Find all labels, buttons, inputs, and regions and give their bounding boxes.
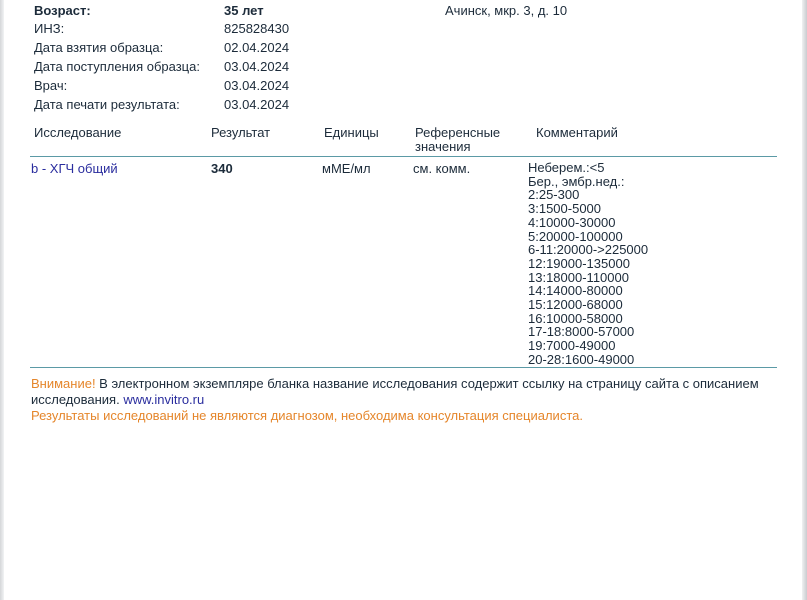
info-label: Врач:	[34, 78, 68, 93]
comment-line: 12:19000-135000	[528, 255, 630, 271]
column-header-reference	[415, 126, 500, 154]
comment-line: 4:10000-30000	[528, 214, 616, 230]
info-label: Дата печати результата:	[34, 97, 180, 112]
column-header-units: Единицы	[324, 125, 379, 140]
comment-line: 3:1500-5000	[528, 201, 602, 217]
comment-line: 19:7000-49000	[528, 338, 616, 354]
table-bottom-divider	[30, 367, 777, 368]
comment-line: 20-28:1600-49000	[528, 351, 635, 367]
lab-address: Ачинск, мкр. 3, д. 10	[445, 3, 568, 18]
test-units: мМЕ/мл	[322, 161, 371, 176]
info-label: Возраст:	[34, 3, 91, 18]
test-name-link[interactable]: b - ХГЧ общий	[31, 161, 118, 176]
comment-line: Неберем.:<5	[528, 160, 605, 175]
column-header-comment: Комментарий	[536, 125, 618, 140]
comment-line: 16:10000-58000	[528, 310, 623, 326]
column-header-reference-line2: значения	[415, 139, 471, 154]
info-value: 03.04.2024	[224, 97, 290, 112]
column-header-study: Исследование	[34, 125, 122, 140]
comment-line: 6-11:20000->225000	[528, 242, 649, 258]
disclaimer-text: Результаты исследований не являются диагнозом, необходима консультация специалиста.	[31, 408, 583, 423]
invitro-link[interactable]: www.invitro.ru	[123, 392, 205, 407]
comment-line: 5:20000-100000	[528, 228, 623, 244]
notice-line-1	[31, 376, 759, 392]
column-header-reference-line1: Референсные	[415, 125, 501, 140]
table-header-divider	[30, 156, 777, 157]
info-label: Дата поступления образца:	[34, 59, 200, 74]
info-value: 03.04.2024	[224, 78, 290, 93]
page-edge-shadow-right	[802, 0, 807, 600]
test-comment	[528, 161, 768, 367]
column-header-result: Результат	[211, 125, 271, 140]
info-value: 825828430	[224, 21, 290, 36]
comment-line: 13:18000-110000	[528, 269, 629, 285]
notice-line-2	[31, 392, 204, 408]
info-label: ИНЗ:	[34, 21, 65, 36]
comment-line: Бер., эмбр.нед.:	[528, 173, 625, 189]
page-edge-shadow-left	[0, 0, 4, 600]
comment-line: 17-18:8000-57000	[528, 324, 635, 340]
info-value: 35 лет	[224, 3, 264, 18]
test-reference: см. комм.	[413, 161, 471, 176]
notice-text: исследования.	[31, 392, 124, 407]
info-value: 02.04.2024	[224, 40, 290, 55]
comment-line: 14:14000-80000	[528, 283, 623, 299]
info-label: Дата взятия образца:	[34, 40, 164, 55]
attention-label: Внимание!	[31, 376, 96, 391]
info-value: 03.04.2024	[224, 59, 290, 74]
comment-line: 15:12000-68000	[528, 297, 623, 313]
test-result-value: 340	[211, 161, 233, 176]
comment-line: 2:25-300	[528, 187, 580, 203]
attention-text: В электронном экземпляре бланка название исследования содержит ссылку на страницу сайта с описанием	[95, 376, 759, 391]
